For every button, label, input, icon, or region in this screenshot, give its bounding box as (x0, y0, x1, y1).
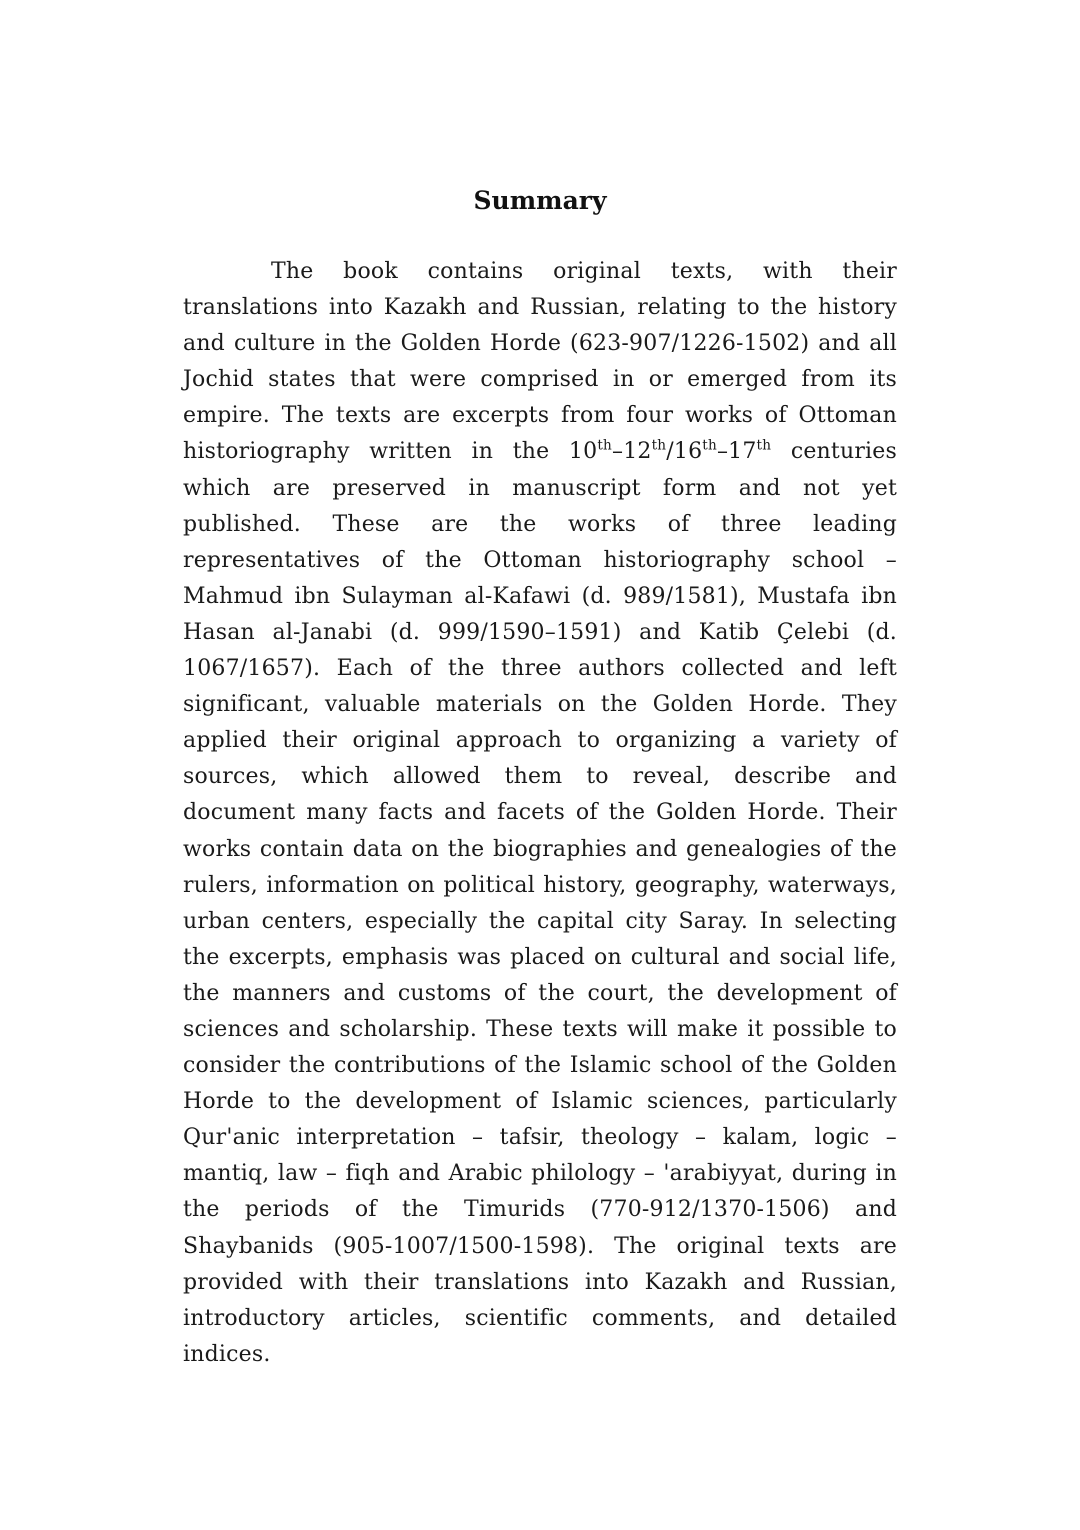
page-title: Summary (473, 186, 607, 215)
summary-body (183, 254, 897, 1373)
summary-paragraph: The book contains original texts, with their translations into Kazakh and Russian, relating to the history and culture in the Golden Horde (623-907/1226-1502) and all Jochid states that were comprised in or emerged from its empire. The texts are excerpts from four works of Ottoman historiography written in the 10th–12th/16th–17th centuries which are preserved in manuscript form and not yet published. These are the works of three leading representatives of the Ottoman historiography school – Mahmud ibn Sulayman al-Kafawi (d. 989/1581), Mustafa ibn Hasan al-Janabi (d. 999/1590–1591) and Katib Çelebi (d. 1067/1657). Each of the three authors collected and left significant, valuable materials on the Golden Horde. They applied their original approach to organizing a variety of sources, which allowed them to reveal, describe and document many facts and facets of the Golden Horde. Their works contain data on the biographies and genealogies of the rulers, information on political history, geography, waterways, urban centers, especially the capital city Saray. In selecting the excerpts, emphasis was placed on cultural and social life, the manners and customs of the court, the development of sciences and scholarship. These texts will make it possible to consider the contributions of the Islamic school of the Golden Horde to the development of Islamic sciences, particularly Qur'anic interpretation – tafsir, theology – kalam, logic – mantiq, law – fiqh and Arabic philology – 'arabiyyat, during in the periods of the Timurids (770-912/1370-1506) and Shaybanids (905-1007/1500-1598). The original texts are provided with their translations into Kazakh and Russian, introductory articles, scientific comments, and detailed indices. (183, 259, 898, 1367)
